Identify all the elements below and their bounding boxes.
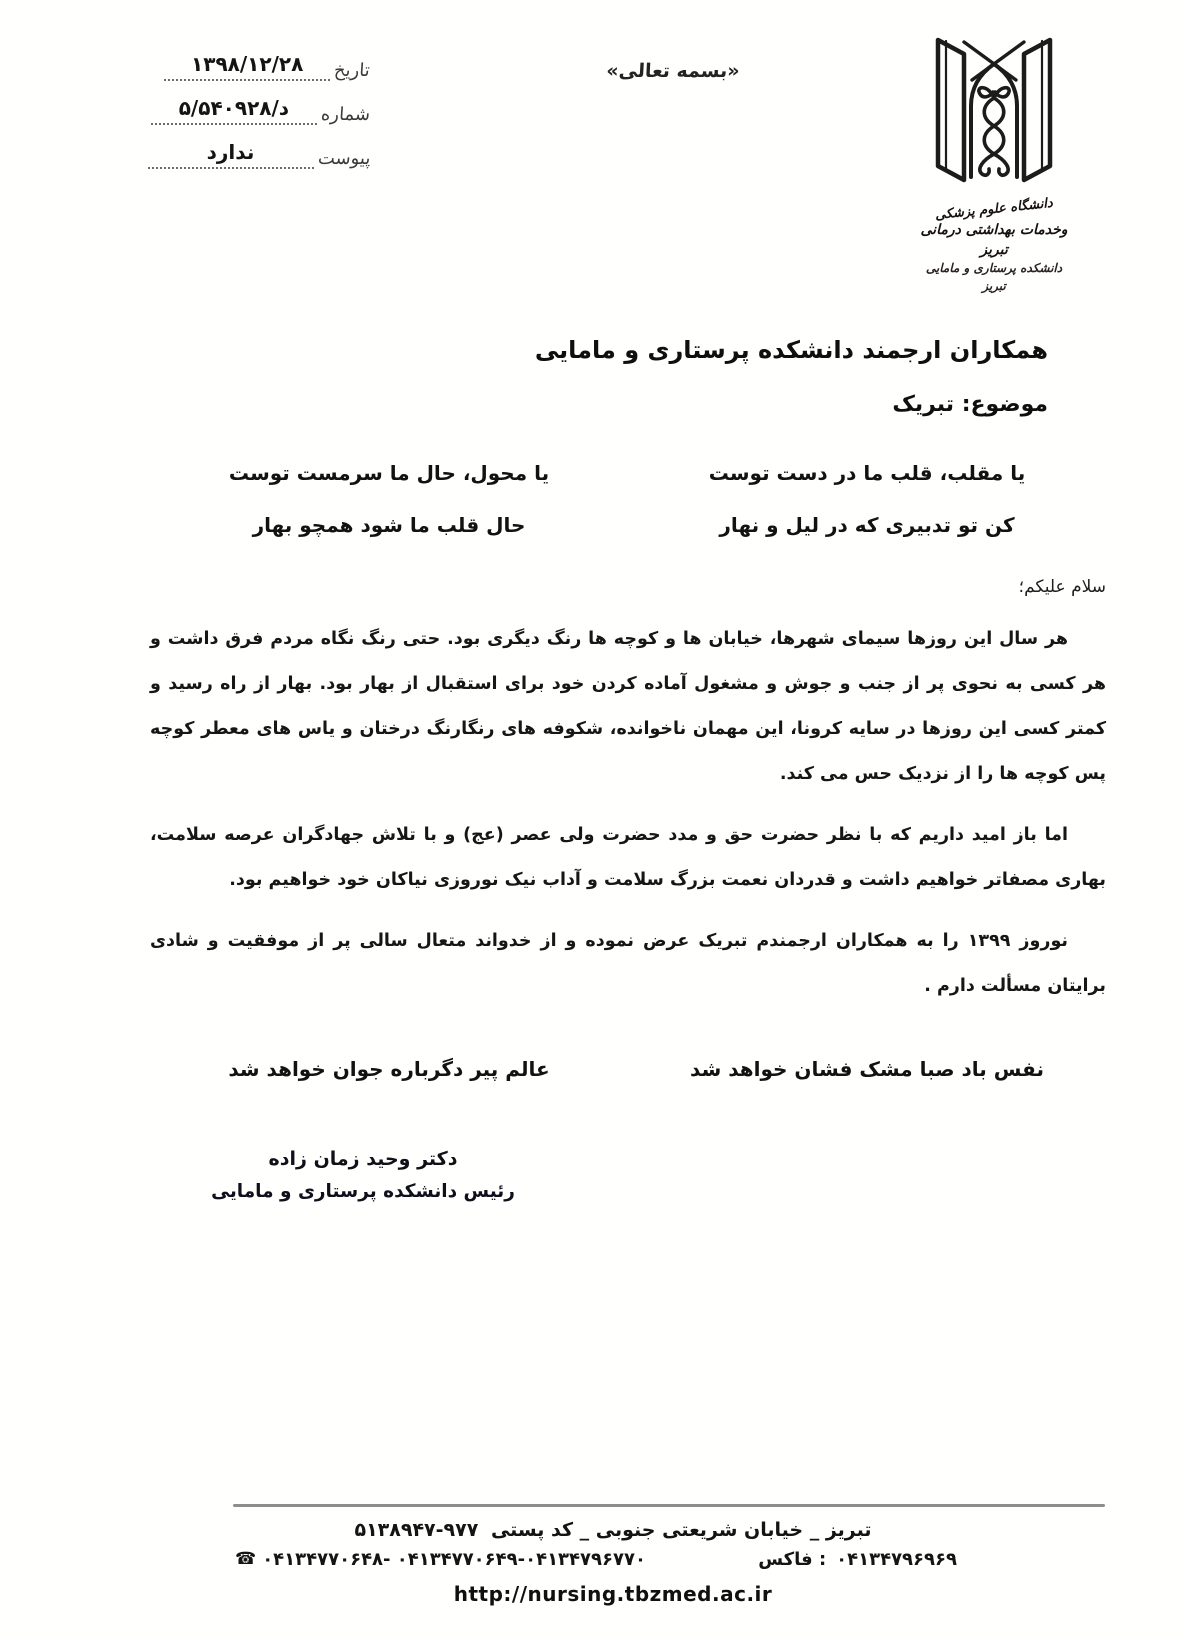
signature-block <box>208 1143 518 1209</box>
paragraph-2: اما باز امید داریم که با نظر حضرت حق و مدد حضرت ولی عصر (عج) و با تلاش جهادگران عرصه سلامت، بهاری مصفاتر خواهیم داشت و قدردان نعمت بزرگ سلامت و آداب نیک نوروزی نیاکان خود خواهیم بود. <box>150 825 1106 890</box>
poem-row <box>150 461 1106 485</box>
website-url: http://nursing.tbzmed.ac.ir <box>453 1582 773 1606</box>
logo-caption-line1: دانشگاه علوم پزشکی <box>934 195 1054 224</box>
letterhead-footer <box>0 1504 1186 1606</box>
logo-caption <box>914 195 1074 295</box>
letter-meta-block <box>100 52 370 184</box>
date-label: تاریخ <box>333 60 371 81</box>
attachment-row <box>100 140 370 169</box>
postal-code: ۵۱۳۸۹۴۷-۹۷۷ <box>354 1519 479 1541</box>
closing-poem <box>150 1057 1106 1081</box>
opening-poem <box>150 461 1106 537</box>
phone-numbers: ۰۴۱۳۴۷۷۰۶۴۸- ۰۴۱۳۴۷۷۰۶۴۹-۰۴۱۳۴۷۹۶۷۷۰ <box>262 1549 646 1570</box>
letter-paragraphs <box>150 617 1106 1009</box>
fax-group <box>758 1549 957 1570</box>
salutation: سلام علیکم؛ <box>1018 577 1106 597</box>
footer-address-line <box>0 1519 1186 1541</box>
subject-line: موضوع: تبریک <box>892 392 1048 417</box>
date-value: ۱۳۹۸/۱۲/۲۸ <box>164 52 330 81</box>
recipient-heading: همکاران ارجمند دانشکده پرستاری و مامایی <box>534 336 1048 364</box>
attachment-value: ندارد <box>148 140 314 169</box>
fax-icon: ☎ <box>235 1549 257 1569</box>
poem-row <box>150 513 1106 537</box>
logo-caption-line2: وخدمات بهداشتی درمانی تبریز <box>920 221 1068 259</box>
open-book-snakes-icon <box>919 14 1069 199</box>
footer-phone-line <box>235 1549 1105 1570</box>
signature-title: رئیس دانشکده پرستاری و مامایی <box>211 1181 515 1203</box>
university-logo <box>914 14 1074 295</box>
poem-hemistich: یا محول، حال ما سرمست توست <box>228 461 550 485</box>
number-row <box>100 96 370 125</box>
fax-label: فاکس : <box>758 1549 827 1570</box>
paragraph-3: نوروز ۱۳۹۹ را به همکاران ارجمندم تبریک عرض نموده و از خدواند متعال سالی پر از موفقیت و شادی برایتان مسألت دارم . <box>150 931 1106 996</box>
number-value: ۵/د/۵۴۰۹۲۸ <box>151 96 317 125</box>
poem-hemistich: عالم پیر دگرباره جوان خواهد شد <box>228 1057 550 1081</box>
logo-caption-line3: دانشکده پرستاری و مامایی تبریز <box>925 261 1063 293</box>
poem-row <box>150 1057 1106 1081</box>
fax-number: ۰۴۱۳۴۷۹۶۹۶۹ <box>836 1549 957 1570</box>
poem-hemistich: کن تو تدبیری که در لیل و نهار <box>719 513 1015 537</box>
besmele-text: «بسمه تعالی» <box>605 60 741 82</box>
paragraph-1: هر سال این روزها سیمای شهرها، خیابان ها و کوچه ها رنگ دیگری بود. حتی رنگ نگاه مردم فرق داشت و هر کسی به نحوی پر از جنب و جوش و مشغول آماده کردن خود برای استقبال از بهار بود. بهار از راه رسید و کمتر کسی این روزها در سایه کرونا، این مهمان ناخوانده، شکوفه های رنگارنگ درختان و یاس های معطر کوچه پس کوچه ها را از نزدیک حس می کند. <box>150 629 1106 784</box>
poem-hemistich: حال قلب ما شود همچو بهار <box>252 513 526 537</box>
number-label: شماره <box>320 104 371 125</box>
poem-hemistich: نفس باد صبا مشک فشان خواهد شد <box>690 1057 1044 1081</box>
address-text: تبریز _ خیابان شریعتی جنوبی _ کد پستی <box>490 1519 872 1541</box>
letter-body <box>150 336 1106 1209</box>
phone-numbers-group <box>235 1549 646 1570</box>
footer-divider <box>233 1504 1105 1507</box>
poem-hemistich: یا مقلب، قلب ما در دست توست <box>708 461 1026 485</box>
signature-name: دکتر وحید زمان زاده <box>268 1148 458 1170</box>
attachment-label: پیوست <box>316 148 371 169</box>
date-row <box>100 52 370 81</box>
